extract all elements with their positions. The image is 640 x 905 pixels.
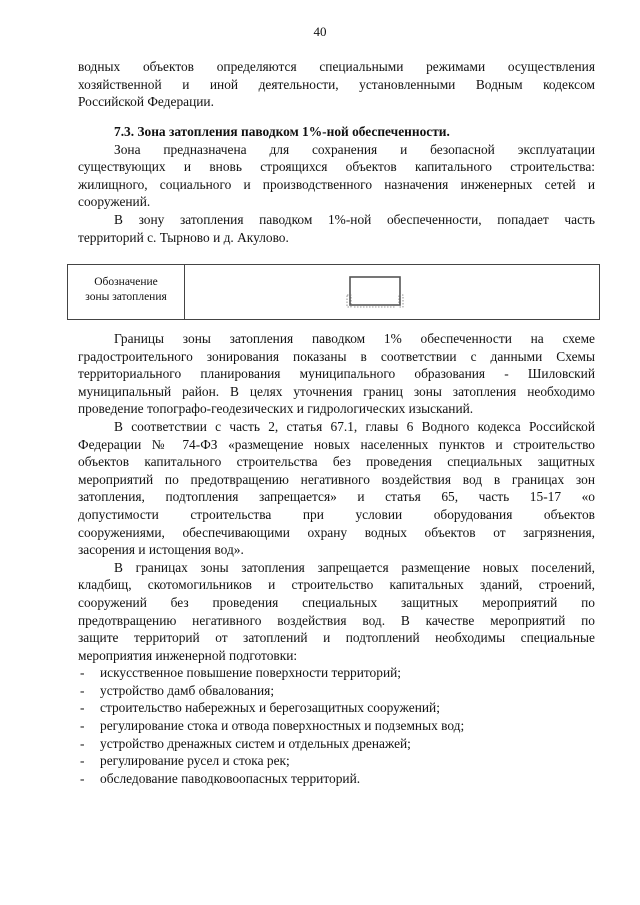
legend-table xyxy=(67,264,600,320)
section-7-3 xyxy=(78,123,595,246)
list-item: - устройство дамб обвалования; xyxy=(78,682,595,700)
text-line: В зону затопления паводком 1%-ной обеспеченности, попадает часть xyxy=(114,211,595,227)
text-line: Зона предназначена для сохранения и безопасной эксплуатации xyxy=(114,141,595,157)
text-line: затопления, подтопления запрещается» и статья 65, часть 15-17 «о xyxy=(78,489,595,505)
text-line: Федерации № 74-ФЗ «размещение новых населенных пунктов и строительство xyxy=(78,436,595,452)
text-line: допустимости строительства при условии оборудования объектов xyxy=(78,506,595,522)
legend-label-line: зоны затопления xyxy=(85,291,167,303)
text-line: существующих и вновь строящихся объектов капитального строительства: xyxy=(78,159,595,175)
text-line: территорий с. Тырново и д. Акулово. xyxy=(78,229,289,245)
text-line: засорения и истощения вод». xyxy=(78,542,244,558)
text-line: сооружений без проведения специальных защитных мероприятий по xyxy=(78,594,595,610)
intro-paragraph xyxy=(78,58,595,111)
text-line: защите территорий от затоплений и подтоплений необходимы специальные xyxy=(78,630,595,646)
legend-label xyxy=(68,265,185,319)
legend-label-line: Обозначение xyxy=(94,276,158,288)
list-item: - строительство набережных и берегозащитных сооружений; xyxy=(78,699,595,717)
list-item: - обследование паводковоопасных территорий. xyxy=(78,770,595,788)
text-line: хозяйственной и иной деятельности, установленными Водным кодексом xyxy=(78,76,595,92)
list-item: - устройство дренажных систем и отдельных дренажей; xyxy=(78,735,595,753)
text-line: объектов капитального строительства без проведения специальных защитных xyxy=(78,454,595,470)
text-line: мероприятий по предотвращению негативного воздействия вод в границах зон xyxy=(78,471,595,487)
list-item: - регулирование русел и стока рек; xyxy=(78,752,595,770)
text-line: Границы зоны затопления паводком 1% обеспеченности на схеме xyxy=(114,331,595,346)
page-number: 40 xyxy=(313,24,327,39)
text-line: градостроительного зонирования показаны в соответствии с данными Схемы xyxy=(78,348,595,364)
text-line: мероприятия инженерной подготовки: xyxy=(78,647,298,663)
text-line: жилищного, социального и производственного назначения инженерных сетей и xyxy=(78,176,595,192)
list-item: - регулирование стока и отвода поверхностных и подземных вод; xyxy=(78,717,595,735)
text-line: территориального планирования муниципального образования - Шиловский xyxy=(78,366,595,382)
text-line: сооружений. xyxy=(78,194,151,210)
text-line: водных объектов определяются специальными режимами осуществления xyxy=(78,59,595,74)
text-line: кладбищ, скотомогильников и строительство капитальных зданий, строений, xyxy=(78,577,595,593)
measures-list xyxy=(78,664,595,787)
text-line: В соответствии с часть 2, статья 67.1, главы 6 Водного кодекса Российской xyxy=(114,418,595,434)
text-line: Российской Федерации. xyxy=(78,94,214,110)
text-line: сооружениями, обеспечивающими охрану водных объектов от загрязнения, xyxy=(78,524,595,540)
text-line: предотвращению негативного воздействия вод. В качестве мероприятий по xyxy=(78,612,595,628)
list-item: - искусственное повышение поверхности территорий; xyxy=(78,664,595,682)
text-line: муниципальный район. В целях уточнения границ зоны затопления необходимо xyxy=(78,383,595,399)
legend-symbol-cell xyxy=(185,265,599,319)
flood-zone-symbol-icon xyxy=(340,273,410,313)
text-line: проведение топографо-геодезических и гидрологических изысканий. xyxy=(78,401,474,417)
body-section xyxy=(78,330,595,787)
section-heading: 7.3. Зона затопления паводком 1%-ной обеспеченности. xyxy=(114,124,450,139)
text-line: В границах зоны затопления запрещается размещение новых поселений, xyxy=(114,559,595,575)
